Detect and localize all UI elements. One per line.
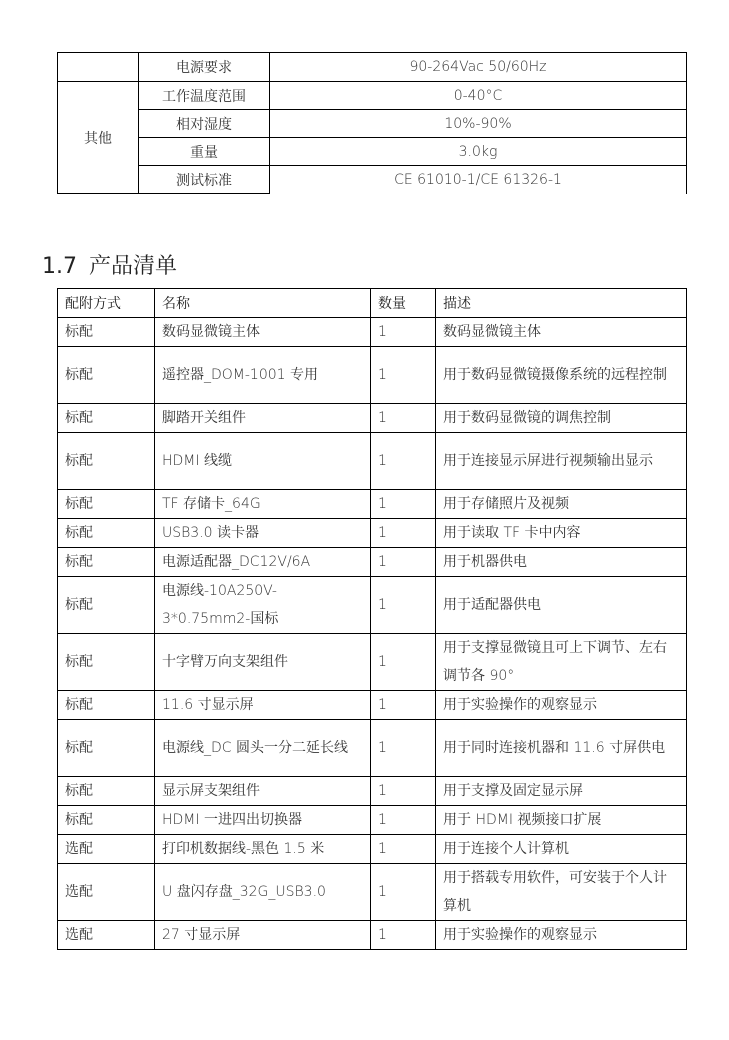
cell-qty: 1 [371, 777, 436, 806]
spec-value: 90-264Vac 50/60Hz [270, 53, 687, 82]
header-qty: 数量 [371, 289, 436, 318]
cell-name: 数码显微镜主体 [155, 318, 371, 347]
section-number: 1.7 [42, 254, 77, 279]
cell-type: 标配 [58, 490, 155, 519]
spec-name: 相对湿度 [139, 110, 270, 138]
cell-type: 标配 [58, 347, 155, 404]
table-row [58, 634, 687, 691]
cell-name: USB3.0 读卡器 [155, 519, 371, 548]
table-row [58, 806, 687, 835]
cell-desc: 用于实验操作的观察显示 [436, 921, 687, 950]
cell-type: 标配 [58, 318, 155, 347]
spec-row [58, 82, 687, 110]
cell-desc: 用于存储照片及视频 [436, 490, 687, 519]
cell-desc: 用于同时连接机器和 11.6 寸屏供电 [436, 720, 687, 777]
cell-qty: 1 [371, 318, 436, 347]
cell-desc: 数码显微镜主体 [436, 318, 687, 347]
spec-value: CE 61010-1/CE 61326-1 [270, 166, 687, 194]
cell-type: 选配 [58, 921, 155, 950]
section-heading [42, 249, 177, 280]
cell-desc: 用于实验操作的观察显示 [436, 691, 687, 720]
table-header-row [58, 289, 687, 318]
cell-type: 标配 [58, 806, 155, 835]
cell-name: 遥控器_DOM-1001 专用 [155, 347, 371, 404]
header-name: 名称 [155, 289, 371, 318]
cell-desc: 用于支撑及固定显示屏 [436, 777, 687, 806]
spec-table [57, 52, 687, 194]
table-row [58, 720, 687, 777]
table-row [58, 519, 687, 548]
spec-name: 工作温度范围 [139, 82, 270, 110]
packing-list-table [57, 288, 687, 950]
cell-name: 电源线_DC 圆头一分二延长线 [155, 720, 371, 777]
section-title: 产品清单 [89, 254, 178, 279]
table-row [58, 548, 687, 577]
cell-name: 电源适配器_DC12V/6A [155, 548, 371, 577]
cell-type: 标配 [58, 519, 155, 548]
header-type: 配附方式 [58, 289, 155, 318]
table-row [58, 490, 687, 519]
spec-name: 测试标准 [139, 166, 270, 194]
header-desc: 描述 [436, 289, 687, 318]
cell-desc: 用于搭载专用软件，可安装于个人计算机 [436, 864, 687, 921]
table-row [58, 691, 687, 720]
spec-name: 电源要求 [139, 53, 270, 82]
spec-row [58, 166, 687, 194]
table-row [58, 864, 687, 921]
spec-value: 3.0kg [270, 138, 687, 166]
spec-name: 重量 [139, 138, 270, 166]
spec-row [58, 110, 687, 138]
cell-name: 显示屏支架组件 [155, 777, 371, 806]
spec-value: 0-40°C [270, 82, 687, 110]
cell-type: 标配 [58, 548, 155, 577]
cell-name: 27 寸显示屏 [155, 921, 371, 950]
cell-desc: 用于适配器供电 [436, 577, 687, 634]
cell-desc: 用于机器供电 [436, 548, 687, 577]
cell-qty: 1 [371, 691, 436, 720]
cell-type: 标配 [58, 777, 155, 806]
cell-name: 脚踏开关组件 [155, 404, 371, 433]
cell-qty: 1 [371, 577, 436, 634]
cell-qty: 1 [371, 347, 436, 404]
cell-desc: 用于数码显微镜的调焦控制 [436, 404, 687, 433]
table-row [58, 777, 687, 806]
cell-desc: 用于支撑显微镜且可上下调节、左右调节各 90° [436, 634, 687, 691]
table-row [58, 347, 687, 404]
table-row [58, 577, 687, 634]
cell-qty: 1 [371, 720, 436, 777]
cell-desc: 用于 HDMI 视频接口扩展 [436, 806, 687, 835]
spec-group-label: 其他 [58, 82, 139, 194]
cell-qty: 1 [371, 921, 436, 950]
cell-type: 标配 [58, 691, 155, 720]
cell-desc: 用于连接显示屏进行视频输出显示 [436, 433, 687, 490]
cell-name: HDMI 一进四出切换器 [155, 806, 371, 835]
cell-desc: 用于读取 TF 卡中内容 [436, 519, 687, 548]
spec-group-empty-cell [58, 53, 139, 82]
cell-type: 标配 [58, 634, 155, 691]
cell-qty: 1 [371, 404, 436, 433]
table-row [58, 835, 687, 864]
cell-type: 标配 [58, 577, 155, 634]
cell-name: TF 存储卡_64G [155, 490, 371, 519]
cell-name: 电源线-10A250V-3*0.75mm2-国标 [155, 577, 371, 634]
table-row [58, 404, 687, 433]
cell-type: 标配 [58, 404, 155, 433]
cell-type: 选配 [58, 864, 155, 921]
cell-qty: 1 [371, 864, 436, 921]
cell-name: HDMI 线缆 [155, 433, 371, 490]
cell-name: 11.6 寸显示屏 [155, 691, 371, 720]
cell-qty: 1 [371, 490, 436, 519]
cell-qty: 1 [371, 433, 436, 490]
cell-qty: 1 [371, 835, 436, 864]
cell-type: 标配 [58, 720, 155, 777]
cell-qty: 1 [371, 548, 436, 577]
table-row [58, 921, 687, 950]
cell-desc: 用于连接个人计算机 [436, 835, 687, 864]
cell-name: 打印机数据线-黑色 1.5 米 [155, 835, 371, 864]
cell-qty: 1 [371, 519, 436, 548]
cell-qty: 1 [371, 634, 436, 691]
cell-desc: 用于数码显微镜摄像系统的远程控制 [436, 347, 687, 404]
table-row [58, 433, 687, 490]
spec-row [58, 53, 687, 82]
table-row [58, 318, 687, 347]
cell-name: 十字臂万向支架组件 [155, 634, 371, 691]
cell-type: 选配 [58, 835, 155, 864]
spec-value: 10%-90% [270, 110, 687, 138]
spec-row [58, 138, 687, 166]
cell-type: 标配 [58, 433, 155, 490]
cell-name: U 盘闪存盘_32G_USB3.0 [155, 864, 371, 921]
cell-qty: 1 [371, 806, 436, 835]
